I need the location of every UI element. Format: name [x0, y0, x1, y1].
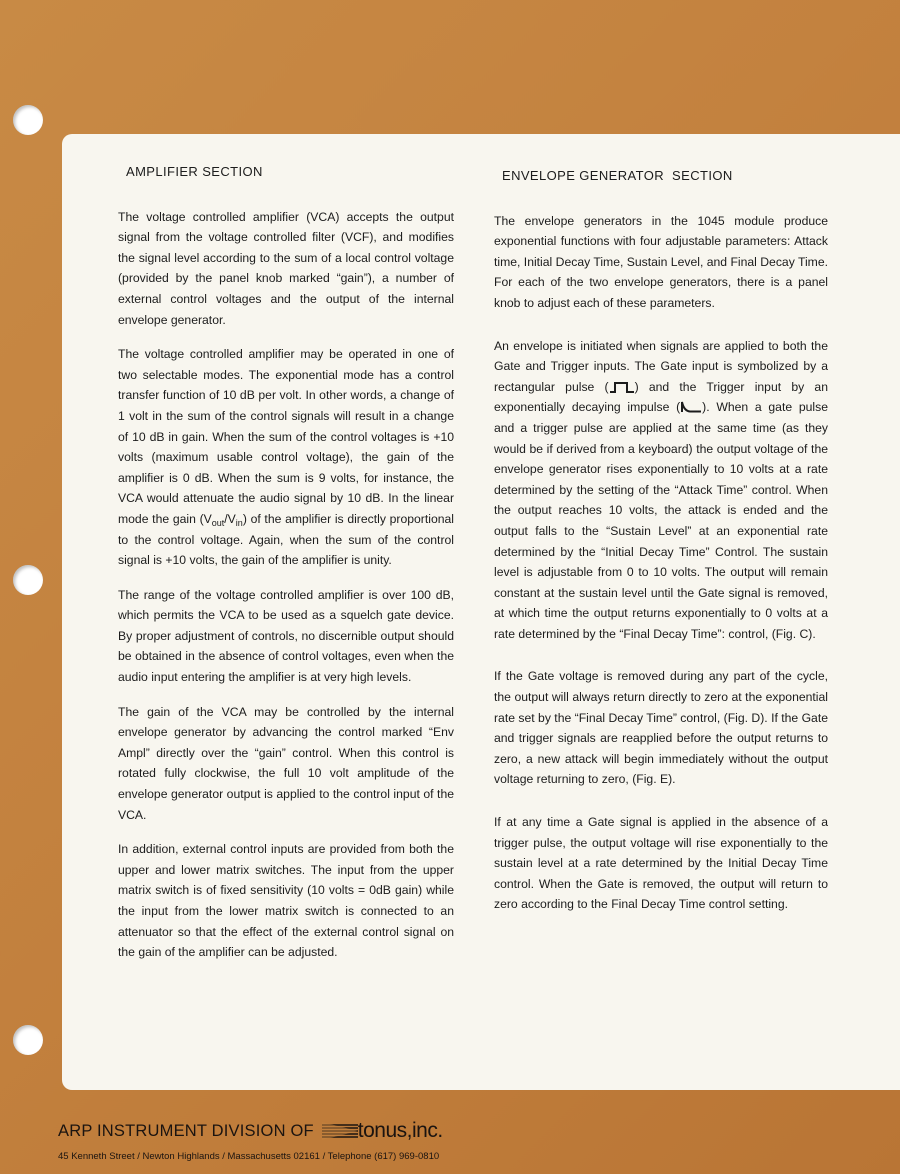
tonus-logo-text: tonus,inc. — [357, 1119, 443, 1142]
envelope-paragraph-2-text-a: An envelope is initiated when signals are applied to both the Gate and Trigger inputs. The Gate input is symbolized by a rectangular pulse ( — [494, 338, 828, 394]
amplifier-paragraph-2 — [118, 344, 454, 571]
tonus-logo — [322, 1119, 443, 1143]
tonus-logo-icon — [322, 1122, 358, 1140]
envelope-paragraph-2 — [494, 336, 828, 645]
binder-hole-middle — [13, 565, 43, 595]
vin-subscript: in — [235, 517, 243, 528]
footer-title — [58, 1119, 443, 1143]
amplifier-paragraph-5: In addition, external control inputs are provided from both the upper and lower matrix switches. The input from the upper matrix switch is of fixed sensitivity (10 volts = 0dB gain) while the input from the lower matrix switch is connected to an attenuator so that the effect of the external control signal on the gain of the amplifier can be adjusted. — [118, 842, 454, 960]
amplifier-paragraph-3: The range of the voltage controlled amplifier is over 100 dB, which permits the VCA to be used as a squelch gate device. By proper adjustment of controls, no discernible output should be obtained in the absence of control voltages, even when the audio input entering the amplifier is at very high levels. — [118, 587, 454, 685]
envelope-generator-section — [494, 166, 828, 937]
envelope-paragraph-3: If the Gate voltage is removed during any part of the cycle, the output will always return directly to zero at the exponential rate set by the “Final Decay Time” control, (Fig. D). If the Gate and trigger signals are reapplied before the output returns to zero, a new attack will begin immediately without the output voltage returning to zero, (Fig. E). — [494, 669, 828, 787]
amplifier-paragraph-2-text-b: ) of the amplifier is directly proportional to the control voltage. Again, when the sum of the control signal is +10 volts, the gain of the amplifier is unity. — [118, 511, 454, 568]
envelope-paragraph-2-text-b: ) and the Trigger input by an exponentially decaying impulse ( — [494, 379, 828, 415]
envelope-paragraph-1: The envelope generators in the 1045 module produce exponential functions with four adjustable parameters: Attack time, Initial Decay Time, Sustain Level, and Final Decay Time. For each of the two envelope generators, there is a panel knob to adjust each of these parameters. — [494, 213, 828, 310]
amplifier-paragraph-2-slash: /V — [224, 511, 236, 526]
trigger-impulse-icon — [680, 401, 702, 413]
amplifier-paragraph-2-text-a: The voltage controlled amplifier may be operated in one of two selectable modes. The exponential mode has a control transfer function of 10 dB per volt. In other words, a change of 1 volt in the sum of the control signals will result in a change of 10 dB in gain. When the sum of the control voltages is +10 volts (maximum usable control voltage), the gain of the amplifier is 0 dB. When the sum is 9 volts, for instance, the VCA would attenuate the audio signal by 10 dB. In the linear mode the gain (V — [118, 347, 454, 526]
amplifier-paragraph-4: The gain of the VCA may be controlled by the internal envelope generator by advancing the control marked “Env Ampl” directly over the “gain” control. When this control is rotated fully clockwise, the full 10 volt amplitude of the envelope generator output is applied to the control input of the VCA. — [118, 704, 454, 822]
binder-hole-bottom — [13, 1025, 43, 1055]
amplifier-section — [118, 162, 454, 977]
binder-hole-top — [13, 105, 43, 135]
envelope-heading: ENVELOPE GENERATOR SECTION — [502, 168, 733, 183]
envelope-paragraph-4: If at any time a Gate signal is applied in the absence of a trigger pulse, the output voltage will rise exponentially to the sustain level at a rate determined by the Initial Decay Time control. When the Gate is removed, the output will return to zero according to the Final Decay Time control setting. — [494, 815, 828, 912]
amplifier-paragraph-1: The voltage controlled amplifier (VCA) accepts the output signal from the voltage controlled filter (VCF), and modifies the signal level according to the sum of a local control voltage (provided by the panel knob marked “gain”), a number of external control voltages and the output of the internal envelope generator. — [118, 209, 454, 327]
envelope-paragraph-2-text-c: ). When a gate pulse and a trigger pulse are applied at the same time (as they would be if derived from a keyboard) the output voltage of the envelope generator rises exponentially to 10 volts at a rate determined by the setting of the “Attack Time” control. When the output reaches 10 volts, the attack is ended and the output falls to the “Sustain Level” at an exponential rate determined by the “Initial Decay Time” Control. The sustain level is adjustable from 0 to 10 volts. The output will remain constant at the sustain level until the Gate signal is removed, at which time the output returns exponentially to 0 volts at a rate determined by the “Final Decay Time”: control, (Fig. C). — [494, 400, 828, 641]
gate-pulse-icon — [609, 381, 635, 393]
footer-address: 45 Kenneth Street / Newton Highlands / Massachusetts 02161 / Telephone (617) 969-0810 — [58, 1151, 440, 1162]
amplifier-heading: AMPLIFIER SECTION — [126, 164, 263, 179]
footer-company-text: ARP INSTRUMENT DIVISION OF — [58, 1121, 314, 1140]
vout-subscript: out — [211, 517, 225, 528]
